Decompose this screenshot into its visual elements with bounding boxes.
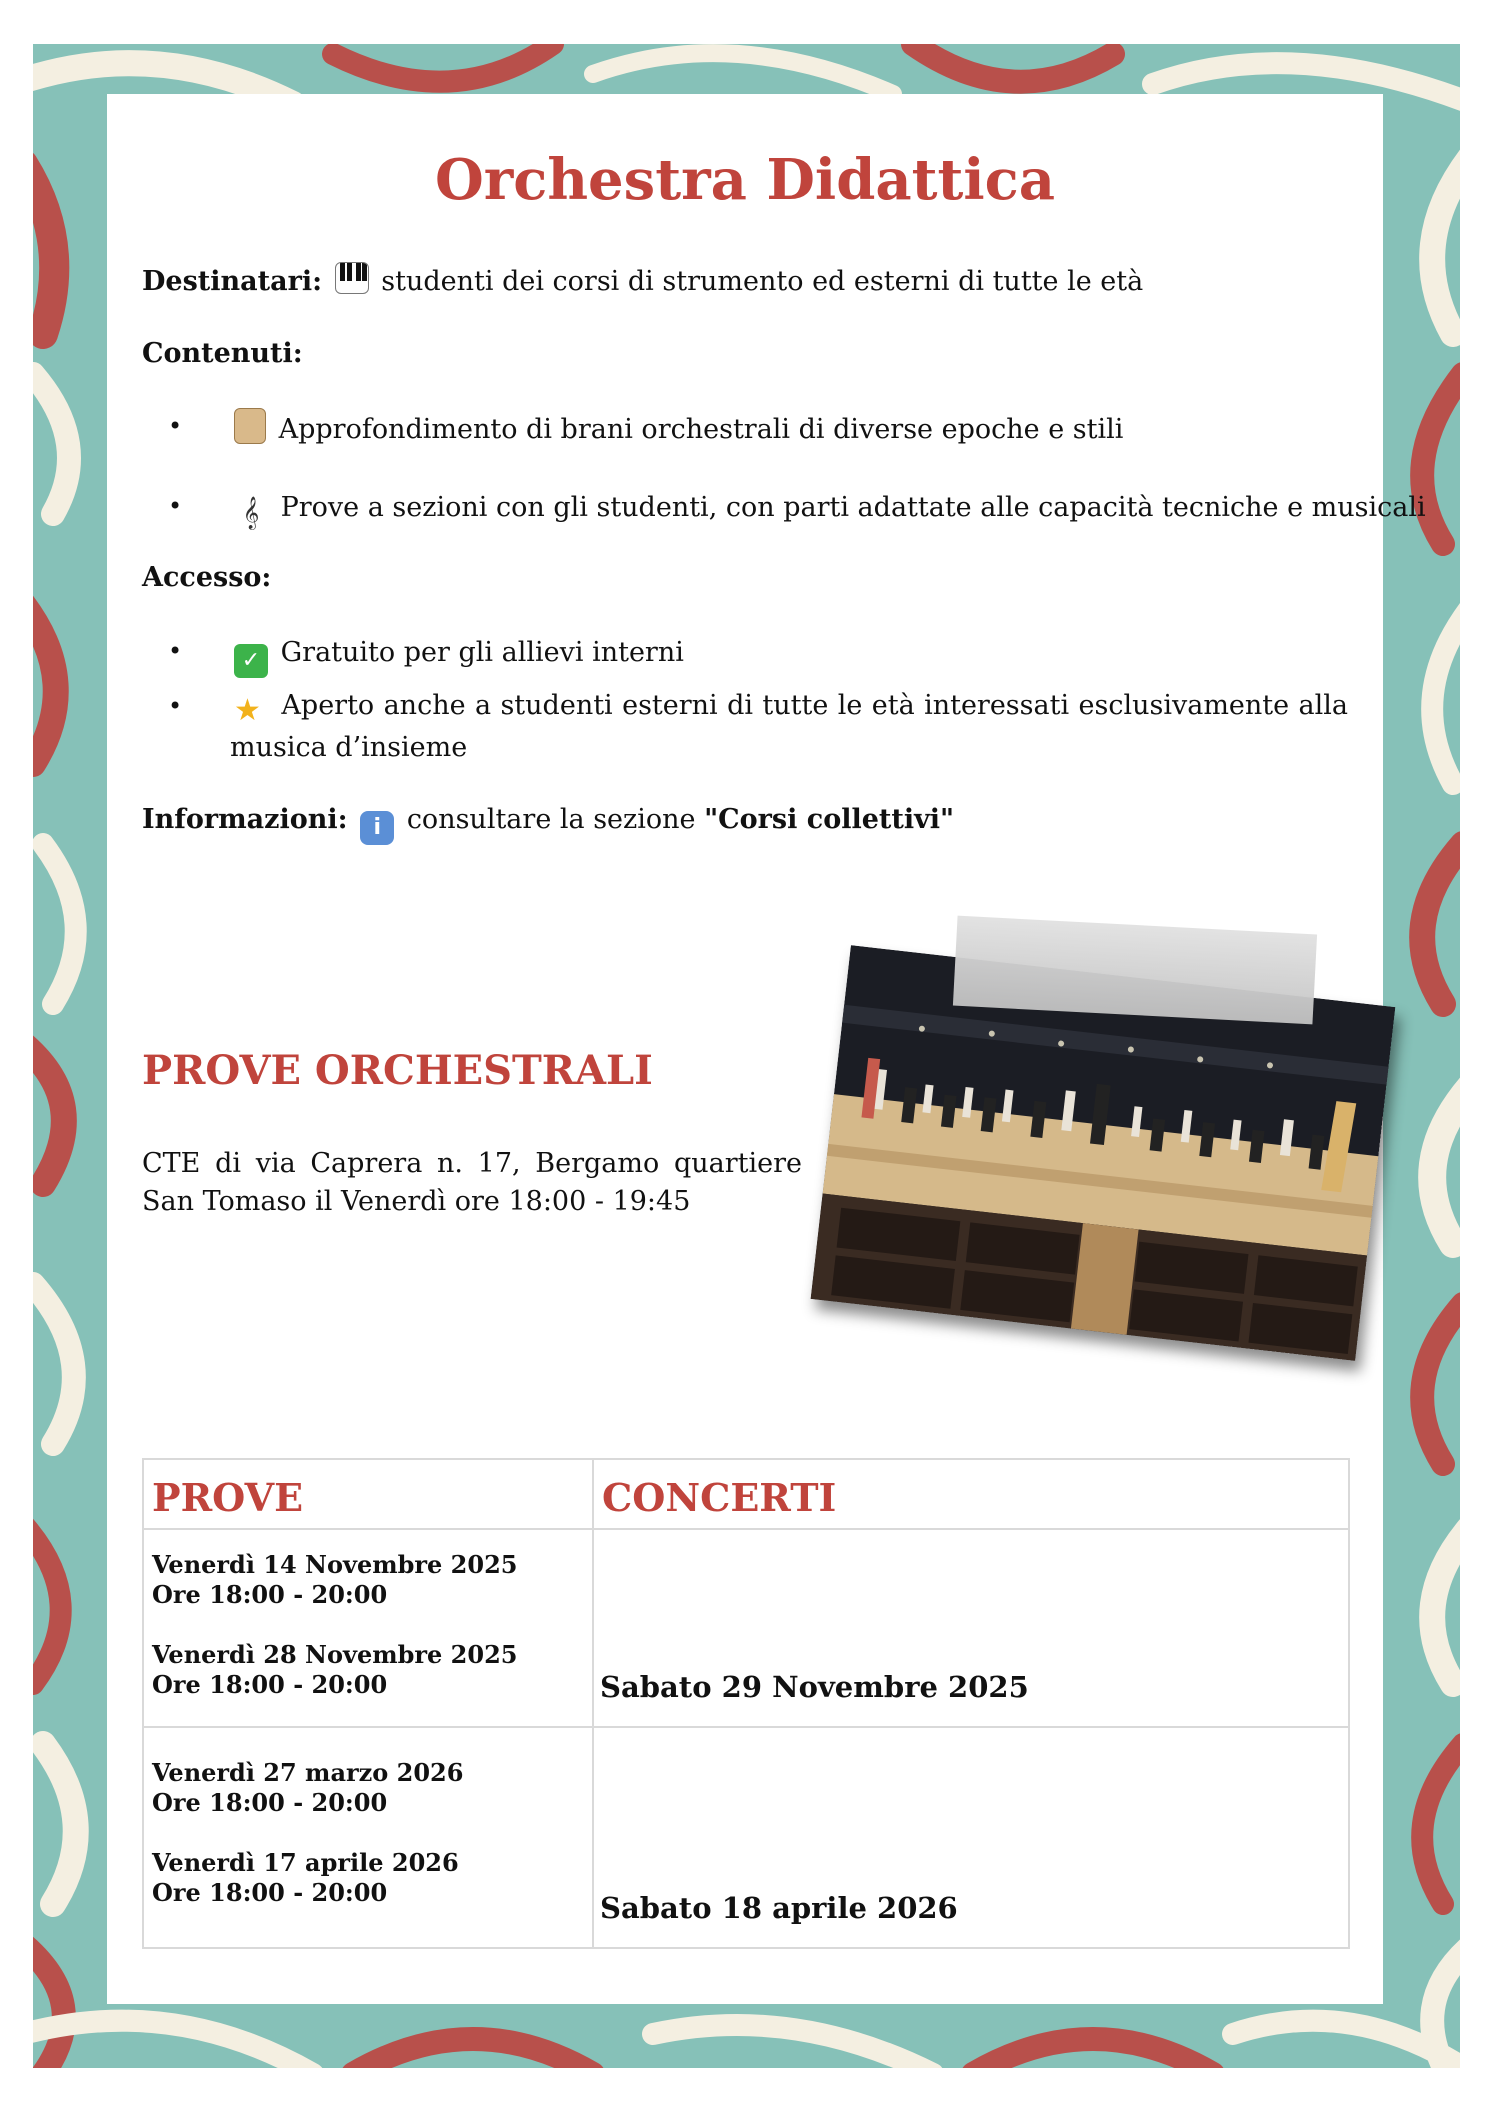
musical-score-icon: 𝄞 <box>242 496 260 529</box>
rehearsal-date: Venerdì 28 Novembre 2025 <box>152 1640 518 1669</box>
table-row <box>143 1727 1349 1948</box>
concert-date: Sabato 29 Novembre 2025 <box>600 1670 1029 1704</box>
table-header-prove: PROVE <box>143 1459 593 1529</box>
bullet: • <box>168 412 183 440</box>
schedule-table <box>142 1458 1350 1949</box>
table-row <box>143 1529 1349 1727</box>
bullet: • <box>168 692 183 720</box>
destinatari-label: Destinatari: <box>142 266 323 297</box>
list-item <box>230 408 1123 450</box>
table-header-concerti: CONCERTI <box>593 1459 1349 1529</box>
accesso-item-text: Aperto anche a studenti esterni di tutte le età interessati esclusivamente alla musica d’insieme <box>230 690 1348 763</box>
contenuti-item-text: Approfondimento di brani orchestrali di diverse epoche e stili <box>278 414 1124 445</box>
rehearsal-date: Venerdì 14 Novembre 2025 <box>152 1550 518 1579</box>
rehearsal-time: Ore 18:00 - 20:00 <box>152 1670 388 1699</box>
informazioni-text: consultare la sezione <box>406 804 696 835</box>
rehearsal-time: Ore 18:00 - 20:00 <box>152 1580 388 1609</box>
rehearsal-date: Venerdì 17 aprile 2026 <box>152 1848 459 1877</box>
page-title: Orchestra Didattica <box>434 147 1056 213</box>
rehearsal-address: CTE di via Caprera n. 17, Bergamo quartiere San Tomaso il Venerdì ore 18:00 - 19:45 <box>142 1148 802 1217</box>
rehearsal-cell <box>143 1529 593 1727</box>
concert-cell <box>593 1529 1349 1727</box>
destinatari-row <box>142 262 1143 300</box>
prove-orchestrali-heading: PROVE ORCHESTRALI <box>142 1047 653 1094</box>
list-item <box>230 488 1426 530</box>
scroll-icon <box>234 408 266 444</box>
concert-cell <box>593 1727 1349 1948</box>
check-mark-icon: ✓ <box>234 644 268 678</box>
concert-date: Sabato 18 aprile 2026 <box>600 1891 958 1925</box>
piano-keys-icon <box>335 262 369 294</box>
tape-decoration <box>953 916 1317 1025</box>
rehearsal-time: Ore 18:00 - 20:00 <box>152 1788 388 1817</box>
accesso-label-row <box>142 560 271 596</box>
list-item <box>230 633 684 678</box>
rehearsal-time: Ore 18:00 - 20:00 <box>152 1878 388 1907</box>
accesso-item-text: Gratuito per gli allievi interni <box>280 637 684 668</box>
accesso-label: Accesso: <box>142 562 272 593</box>
contenuti-item-text: Prove a sezioni con gli studenti, con parti adattate alle capacità tecniche e musicali <box>280 492 1426 523</box>
table-header-row <box>143 1459 1349 1529</box>
destinatari-text: studenti dei corsi di strumento ed esterni di tutte le età <box>381 266 1144 297</box>
list-item <box>230 686 1348 768</box>
contenuti-label-row <box>142 336 303 372</box>
informazioni-row <box>142 802 954 845</box>
rehearsal-cell <box>143 1727 593 1948</box>
rehearsal-date: Venerdì 27 marzo 2026 <box>152 1758 464 1787</box>
info-icon: i <box>360 811 394 845</box>
contenuti-label: Contenuti: <box>142 338 303 369</box>
bullet: • <box>168 637 183 665</box>
star-icon: ★ <box>234 693 261 728</box>
bullet: • <box>168 492 183 520</box>
informazioni-section-link: "Corsi collettivi" <box>704 804 955 835</box>
informazioni-label: Informazioni: <box>142 804 348 835</box>
